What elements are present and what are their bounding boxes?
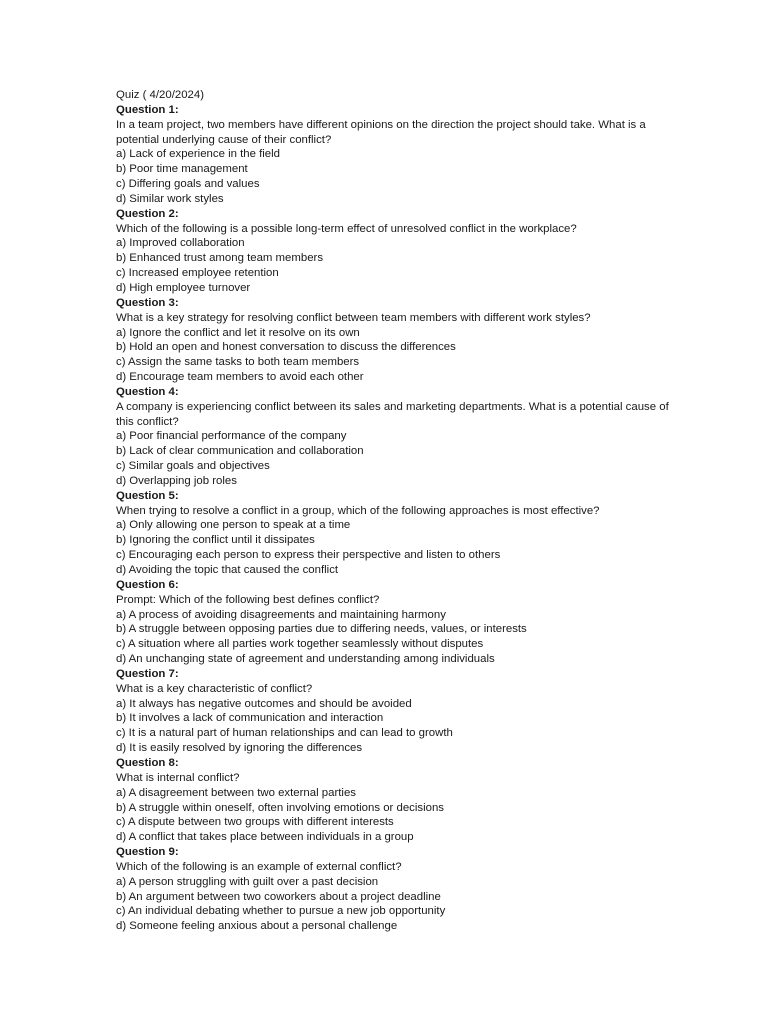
question-label: Question 1: [116,103,179,116]
answer-option: b) It involves a lack of communication and interaction [116,712,384,725]
question-4 [116,385,676,489]
question-1 [116,103,676,207]
question-text: A company is experiencing conflict between its sales and marketing departments. What is a potential cause of this conflict? [116,400,669,428]
answer-option: a) Ignore the conflict and let it resolve on its own [116,326,360,339]
answer-option: a) Improved collaboration [116,237,245,250]
question-text: In a team project, two members have different opinions on the direction the project should take. What is a potential underlying cause of their conflict? [116,118,646,146]
answer-option: b) Enhanced trust among team members [116,252,324,265]
question-label: Question 8: [116,756,179,769]
question-text: What is internal conflict? [116,771,240,784]
question-text: Prompt: Which of the following best defines conflict? [116,593,380,606]
answer-option: a) A person struggling with guilt over a past decision [116,875,379,888]
answer-option: d) Avoiding the topic that caused the conflict [116,564,339,576]
question-3 [116,296,676,385]
question-label: Question 5: [116,489,179,502]
question-6 [116,578,676,667]
question-7 [116,667,676,756]
question-text: What is a key characteristic of conflict? [116,682,313,695]
answer-option: c) A dispute between two groups with different interests [116,816,394,829]
answer-option: c) A situation where all parties work together seamlessly without disputes [116,638,484,651]
question-2 [116,207,676,296]
answer-option: a) Poor financial performance of the company [116,430,347,443]
answer-option: c) It is a natural part of human relationships and can lead to growth [116,727,453,740]
question-text: Which of the following is an example of external conflict? [116,860,402,873]
answer-option: a) Lack of experience in the field [116,148,280,161]
answer-option: d) It is easily resolved by ignoring the differences [116,742,363,755]
answer-option: a) Only allowing one person to speak at a time [116,519,351,532]
answer-option: d) Encourage team members to avoid each other [116,371,364,384]
question-text: Which of the following is a possible long-term effect of unresolved conflict in the workplace? [116,222,577,235]
answer-option: b) Hold an open and honest conversation to discuss the differences [116,341,456,354]
question-label: Question 4: [116,385,179,398]
answer-option: d) A conflict that takes place between individuals in a group [116,831,414,844]
answer-option: b) Lack of clear communication and collaboration [116,445,364,458]
quiz-title: Quiz ( 4/20/2024) [116,89,205,101]
answer-option: d) Similar work styles [116,192,224,205]
question-text: What is a key strategy for resolving conflict between team members with different work styles? [116,311,591,324]
answer-option: d) An unchanging state of agreement and understanding among individuals [116,653,495,666]
answer-option: b) A struggle between opposing parties due to differing needs, values, or interests [116,623,527,636]
question-8 [116,756,676,845]
answer-option: d) Someone feeling anxious about a personal challenge [116,920,398,933]
answer-option: c) Differing goals and values [116,178,260,191]
quiz-content [116,88,676,934]
answer-option: a) It always has negative outcomes and should be avoided [116,697,412,710]
question-5 [116,489,676,578]
answer-option: a) A process of avoiding disagreements and maintaining harmony [116,608,446,621]
answer-option: d) High employee turnover [116,281,251,294]
question-text: When trying to resolve a conflict in a group, which of the following approaches is most effective? [116,504,600,517]
answer-option: a) A disagreement between two external parties [116,786,356,799]
question-label: Question 2: [116,207,179,220]
answer-option: c) Similar goals and objectives [116,460,270,473]
question-9 [116,845,676,934]
question-label: Question 3: [116,296,179,309]
answer-option: b) Poor time management [116,163,248,176]
question-label: Question 6: [116,578,179,591]
question-label: Question 9: [116,846,179,859]
answer-option: c) An individual debating whether to pursue a new job opportunity [116,905,446,918]
answer-option: c) Encouraging each person to express their perspective and listen to others [116,549,501,562]
answer-option: c) Increased employee retention [116,267,279,280]
answer-option: d) Overlapping job roles [116,474,237,487]
answer-option: b) A struggle within oneself, often involving emotions or decisions [116,801,444,814]
question-label: Question 7: [116,667,179,680]
answer-option: b) Ignoring the conflict until it dissipates [116,534,315,547]
answer-option: b) An argument between two coworkers about a project deadline [116,890,441,903]
answer-option: c) Assign the same tasks to both team members [116,356,360,369]
